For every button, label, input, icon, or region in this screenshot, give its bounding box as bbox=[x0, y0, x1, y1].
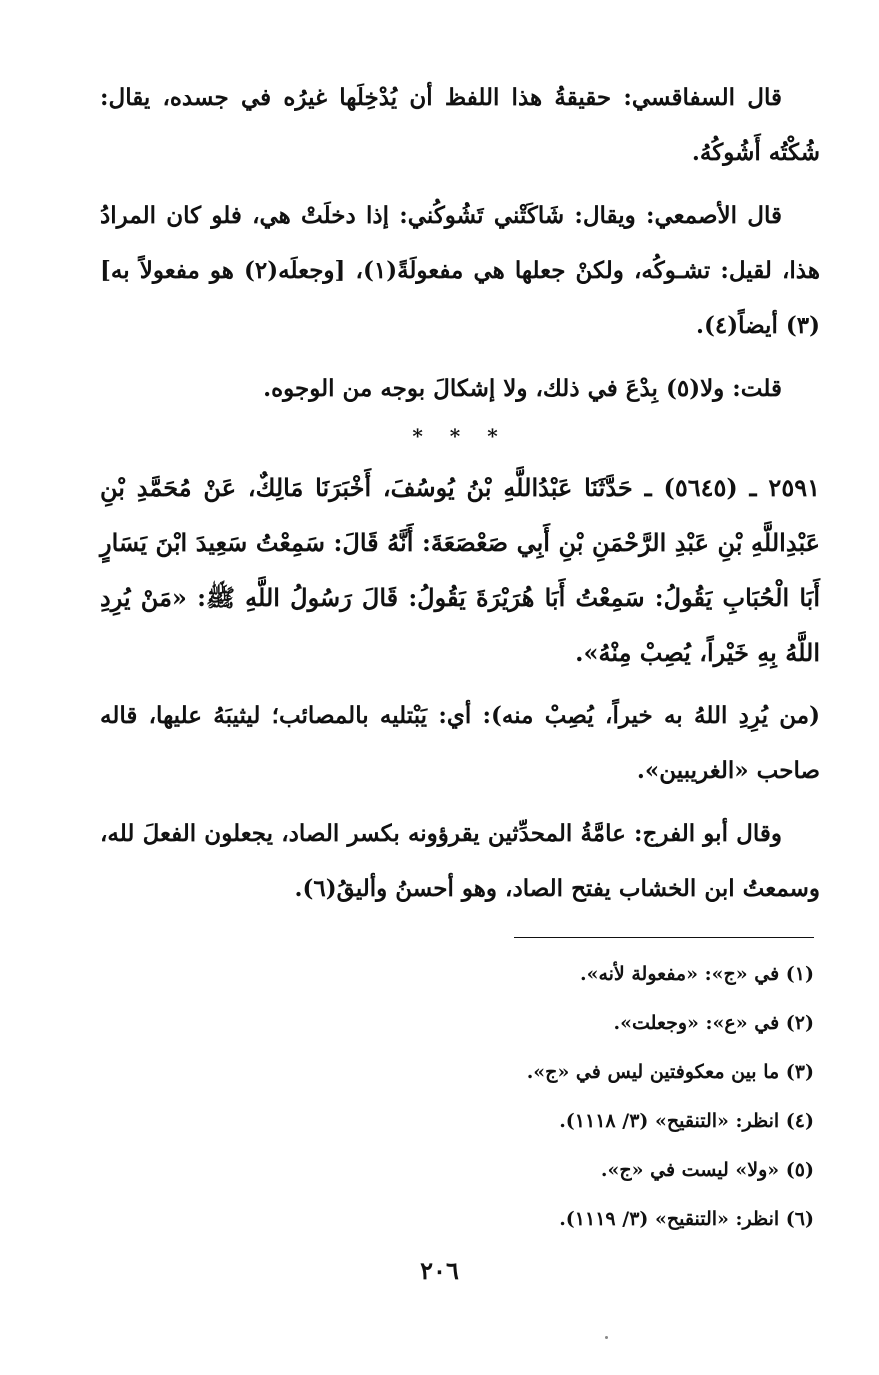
footnote-item: (٣) ما بين معكوفتين ليس في «ج». bbox=[526, 1061, 814, 1083]
section-separator: * * * bbox=[412, 424, 508, 448]
footnote-divider bbox=[514, 937, 814, 938]
commentary-gharibayn: (من يُرِدِ اللهُ به خيراً، يُصِبْ منه): أي: يَبْتليه بالمصائب؛ ليثيبَهُ عليها، قاله صاحب «الغريبين». bbox=[100, 702, 820, 784]
footnote-item: (٦) انظر: «التنقيح» (٣/ ١١١٩). bbox=[559, 1208, 814, 1230]
footnote-item: (١) في «ج»: «مفعولة لأنه». bbox=[579, 963, 814, 985]
page-number: ٢٠٦ bbox=[420, 1256, 459, 1285]
paragraph-qultu: قلت: ولا(٥) بِدْعَ في ذلك، ولا إشكالَ بوجه من الوجوه. bbox=[263, 375, 782, 402]
footnotes-list bbox=[94, 950, 814, 1244]
hadith-text: ٢٥٩١ ـ (٥٦٤٥) ـ حَدَّثَنَا عَبْدُاللَّهِ بْنُ يُوسُفَ، أَخْبَرَنَا مَالِكٌ، عَنْ مُحَمَّدِ بْنِ عَبْدِاللَّهِ بْنِ عَبْدِ الرَّحْمَنِ بْنِ أَبِي صَعْصَعَةَ: أَنَّهُ قَالَ: سَمِعْتُ سَعِيدَ ابْنَ يَسَارٍ أَبَا الْحُبَابِ يَقُولُ: سَمِعْتُ أَبَا هُرَيْرَةَ يَقُولُ: قَالَ رَسُولُ اللَّهِ ﷺ: «مَنْ يُرِدِ اللَّهُ بِهِ خَيْراً، يُصِبْ مِنْهُ». bbox=[100, 473, 820, 667]
footnote-item: (٤) انظر: «التنقيح» (٣/ ١١١٨). bbox=[559, 1110, 814, 1132]
footnote-item: (٢) في «ع»: «وجعلت». bbox=[613, 1012, 814, 1034]
scan-speck bbox=[605, 1336, 608, 1339]
footnote-item: (٥) «ولا» ليست في «ج». bbox=[600, 1159, 814, 1181]
commentary-abu-al-faraj: وقال أبو الفرج: عامَّةُ المحدِّثين يقرؤونه بكسر الصاد، يجعلون الفعلَ لله، وسمعتُ ابن الخشاب يفتح الصاد، وهو أحسنُ وأليقُ(٦). bbox=[100, 820, 820, 902]
paragraph-asmai: قال الأصمعي: ويقال: شَاكَتْني تَشُوكُني: إذا دخلَتْ هي، فلو كان المرادُ هذا، لقيل: تشـوكُه، ولكنْ جعلها هي مفعولَةً(١)، [وجعلَه(٢) هو مفعولاً به](٣) أيضاً(٤). bbox=[100, 202, 820, 339]
page-body bbox=[100, 70, 820, 916]
paragraph-safaqusi: قال السفاقسي: حقيقةُ هذا اللفظ أن يُدْخِلَها غيرُه في جسده، يقال: شُكْتُه أَشُوكُهُ. bbox=[100, 84, 820, 166]
